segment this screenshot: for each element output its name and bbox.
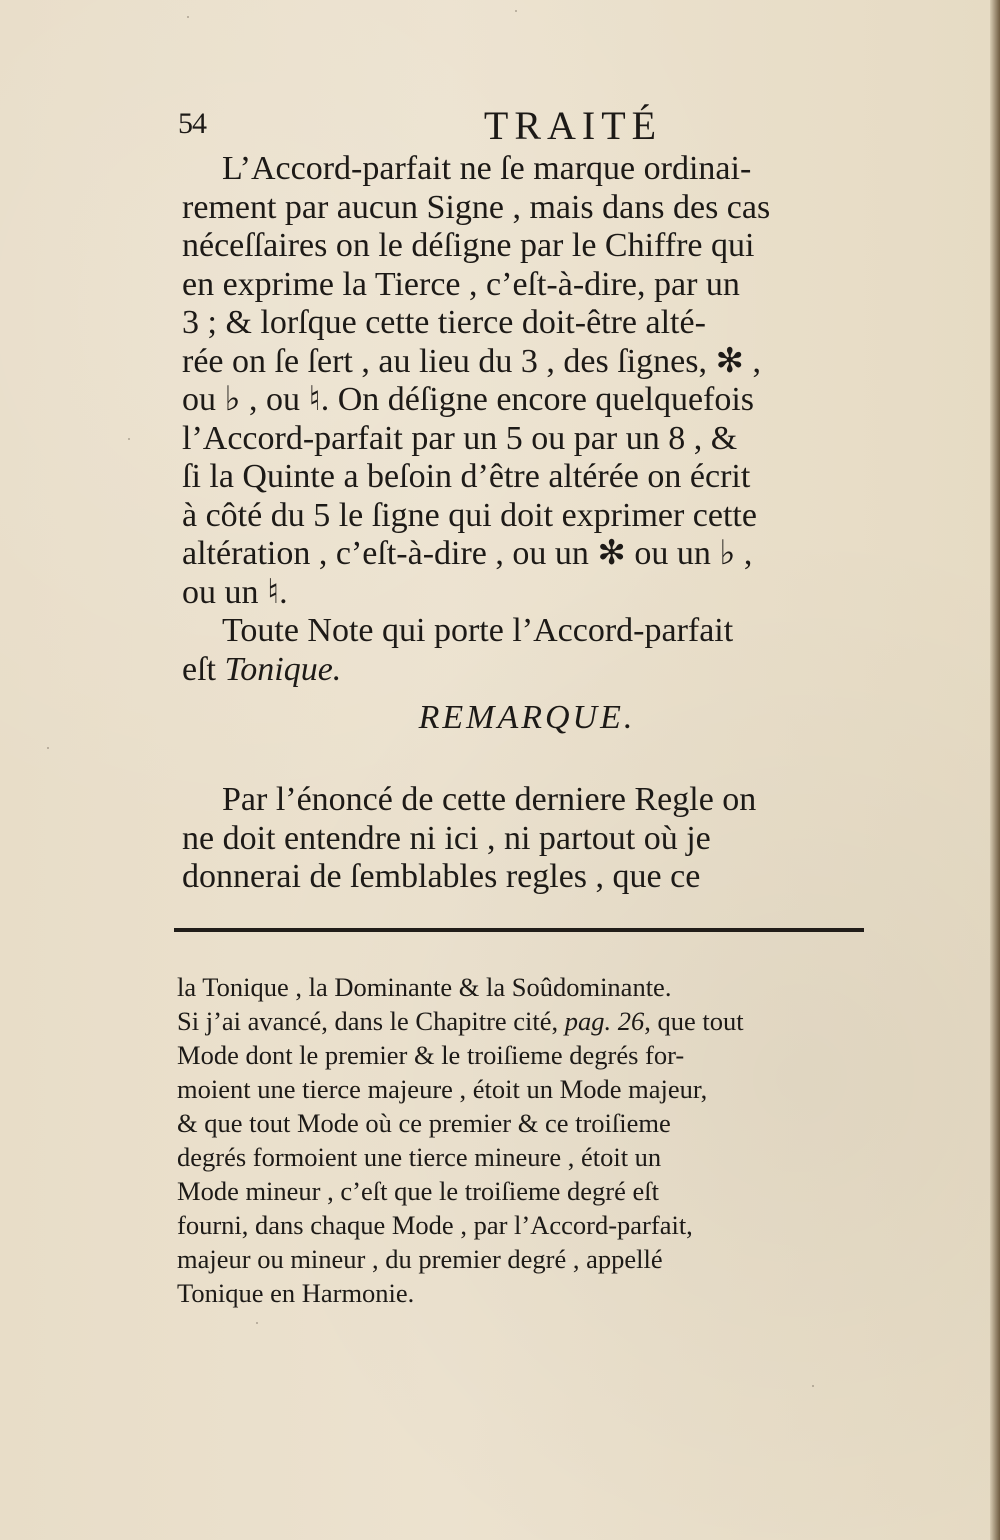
text-line: Toute Note qui porte l’Accord-parfait <box>222 612 734 649</box>
footnote-fragment: , que tout <box>644 1006 744 1036</box>
footnote-line: & que tout Mode où ce premier & ce troiſieme <box>177 1108 671 1138</box>
text-line <box>182 651 872 690</box>
footnote <box>177 970 857 1310</box>
remark-line: ne doit entendre ni ici , ni partout où je <box>182 819 711 857</box>
paper-speckle <box>812 1385 814 1387</box>
footnote-line: majeur ou mineur , du premier degré , appellé <box>177 1244 663 1274</box>
paper-speckle <box>256 1322 258 1324</box>
page-edge-shadow <box>990 0 1000 1540</box>
footnote-line: moient une tierce majeure , étoit un Mode majeur, <box>177 1074 708 1104</box>
text-line: altération , c’eſt-à-dire , ou un ✻ ou un ♭ , <box>182 535 753 572</box>
footnote-fragment: Si j’ai avancé, dans le Chapitre cité, <box>177 1006 565 1036</box>
text-line: à côté du 5 le ſigne qui doit exprimer cette <box>182 496 757 534</box>
text-line: en exprime la Tierce , c’eſt-à-dire, par un <box>182 265 740 303</box>
paragraph-gap <box>182 751 872 781</box>
footnote-line: degrés formoient une tierce mineure , étoit un <box>177 1142 662 1172</box>
text-line: l’Accord-parfait par un 5 ou par un 8 , & <box>182 419 738 457</box>
main-text <box>182 150 872 897</box>
text-line: ou ♭ , ou ♮. On déſigne encore quelquefois <box>182 381 755 418</box>
paper-speckle <box>47 747 49 749</box>
footnote-line: la Tonique , la Dominante & la Soûdominante. <box>177 972 672 1002</box>
remark-heading: REMARQUE. <box>418 699 636 736</box>
paper-speckle <box>187 16 189 18</box>
footnote-line: Mode mineur , c’eſt que le troiſieme degré eſt <box>177 1176 659 1206</box>
text-line: ſi la Quinte a beſoin d’être altérée on écrit <box>182 458 751 495</box>
page-reference: pag. 26 <box>564 1006 645 1036</box>
paper-speckle <box>515 10 517 12</box>
text-line: rement par aucun Signe , mais dans des cas <box>182 188 771 226</box>
remark-line: donnerai de ſemblables regles , que ce <box>182 858 701 895</box>
italic-term: Tonique. <box>224 650 342 688</box>
footnote-rule <box>174 928 864 932</box>
page-header <box>178 102 868 152</box>
remark-line: Par l’énoncé de cette derniere Regle on <box>222 781 757 818</box>
footnote-line <box>177 1004 857 1038</box>
text-line: rée on ſe ſert , au lieu du 3 , des ſignes, ✻ , <box>182 342 761 380</box>
footnote-line: fourni, dans chaque Mode , par l’Accord-parfait, <box>177 1210 693 1240</box>
paper-speckle <box>128 438 130 440</box>
text-line: ou un ♮. <box>182 573 288 611</box>
text-line: 3 ; & lorſque cette tierce doit-être alté- <box>182 304 706 341</box>
page-number: 54 <box>178 107 206 140</box>
footnote-line: Tonique en Harmonie. <box>177 1278 415 1308</box>
text-fragment: eſt <box>182 650 225 688</box>
text-line: L’Accord-parfait ne ſe marque ordinai- <box>222 150 752 187</box>
text-line: néceſſaires on le déſigne par le Chiffre qui <box>182 227 755 264</box>
running-title: TRAITÉ <box>483 103 663 148</box>
footnote-line: Mode dont le premier & le troiſieme degrés for- <box>177 1040 685 1070</box>
